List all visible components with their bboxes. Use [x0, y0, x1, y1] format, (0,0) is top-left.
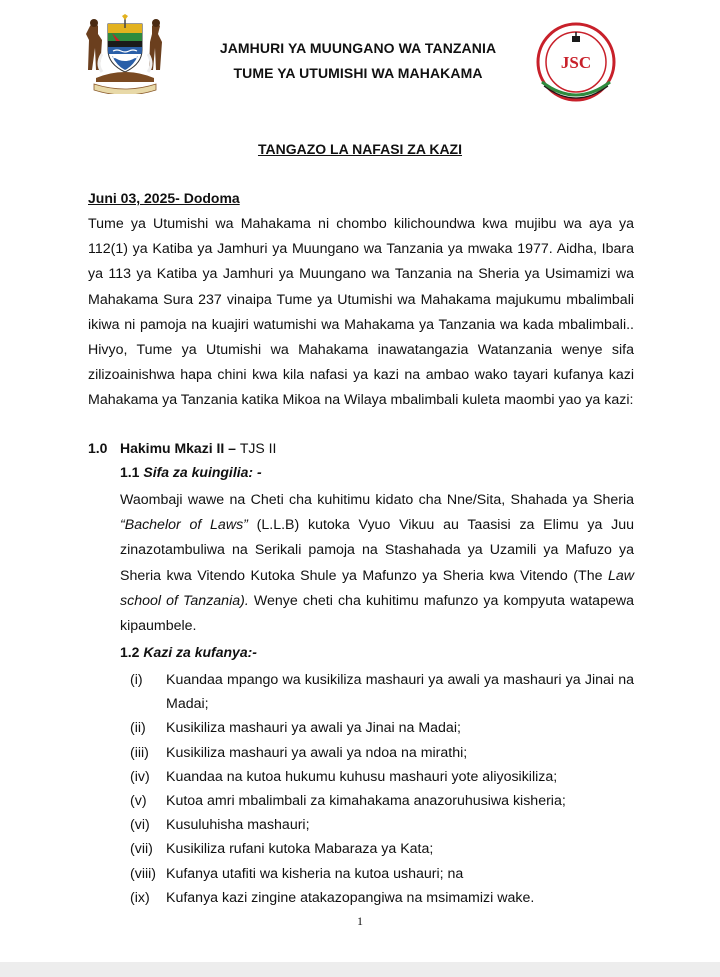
qualifications-number: 1.1 — [120, 464, 140, 480]
list-item — [120, 765, 634, 789]
viewer-bottom-bar — [0, 962, 720, 977]
duty-text: Kusikiliza mashauri ya awali ya ndoa na mirathi; — [166, 744, 468, 761]
list-item — [120, 862, 634, 886]
roman-numeral: (v) — [130, 793, 147, 810]
duty-text: Kutoa amri mbalimbali za kimahakama anazoruhusiwa kisheria; — [166, 793, 566, 810]
list-item — [120, 886, 634, 910]
qual-text-c: (L.L.B) kutoka Vyuo Vikuu au Taasisi za Elimu ya Juu zinazotambuliwa na Serikali pamoja na Stashahada ya Uzamili ya Mafuzo ya Sheria kwa Vitendo Kutoka Shule ya Mafunzo ya Sheria kwa Vitendo (The — [120, 517, 635, 584]
list-item — [120, 716, 634, 740]
list-item — [120, 668, 634, 716]
duties-heading — [120, 644, 257, 660]
roman-numeral: (ii) — [130, 720, 146, 737]
duty-text: Kufanya utafiti wa kisheria na kutoa ushauri; na — [166, 865, 464, 882]
date-place: Juni 03, 2025- Dodoma — [88, 190, 240, 206]
section-number: 1.0 — [88, 440, 108, 456]
qualifications-label: Sifa za kuingilia: - — [143, 464, 262, 480]
qualifications-heading — [120, 464, 262, 480]
section-heading — [88, 440, 276, 456]
roman-numeral: (vi) — [130, 817, 150, 834]
duty-text: Kusikiliza rufani kutoka Mabaraza ya Kata; — [166, 841, 434, 858]
country-title: JAMHURI YA MUUNGANO WA TANZANIA — [219, 40, 497, 56]
qual-text-e: Wenye cheti cha kuhitimu mafunzo ya kompyuta watapewa kipaumbele. — [120, 592, 634, 635]
section-title: Hakimu Mkazi II – — [120, 440, 236, 456]
qual-text-a: Waombaji wawe na Cheti cha kuhitimu kidato cha Nne/Sita, Shahada ya Sheria — [120, 492, 634, 508]
commission-title: TUME YA UTUMISHI WA MAHAKAMA — [233, 65, 483, 81]
qual-text-d: Law school of Tanzania). — [120, 567, 634, 609]
jsc-logo-seal — [536, 20, 616, 104]
duties-number: 1.2 — [120, 644, 140, 660]
jsc-logo-text: JSC — [560, 53, 592, 72]
qualifications-paragraph — [120, 488, 634, 639]
roman-numeral: (iv) — [130, 768, 150, 785]
notice-title: TANGAZO LA NAFASI ZA KAZI — [257, 141, 463, 157]
duties-list — [120, 668, 634, 910]
duty-text: Kufanya kazi zingine atakazopangiwa na msimamizi wake. — [166, 889, 535, 906]
section-grade: TJS II — [239, 440, 277, 456]
intro-paragraph: Tume ya Utumishi wa Mahakama ni chombo kilichoundwa kwa mujibu wa aya ya 112(1) ya Katiba ya Jamhuri ya Muungano wa Tanzania ya mwaka 1977. Aidha, Ibara ya 113 ya Katiba ya Jamhuri ya Muungano wa Tanzania na Sheria ya Usimamizi wa Mahakama Sura 237 vinaipa Tume ya Utumishi wa Mahakama majukumu mbalimbali ikiwa ni pamoja na kuajiri watumishi wa Mahakama ya Tanzania wa kada mbalimbali.. Hivyo, Tume ya Utumishi wa Mahakama inawatangazia Watanzania wenye sifa zilizoainishwa hapa chini kwa kila nafasi ya kazi na ambao wako tayari kufanya kazi Mahakama ya Tanzania katika Mikoa na Wilaya mbalimbali kuleta maombi yao ya kazi: — [88, 216, 634, 409]
duty-text: Kuandaa mpango wa kusikiliza mashauri ya awali ya mashauri ya Jinai na Madai; — [166, 672, 634, 713]
roman-numeral: (i) — [130, 672, 143, 688]
duty-text: Kuandaa na kutoa hukumu kuhusu mashauri yote aliyosikiliza; — [166, 768, 558, 785]
roman-numeral: (iii) — [130, 744, 149, 761]
page-number: 1 — [357, 914, 363, 928]
list-item — [120, 789, 634, 813]
duties-label: Kazi za kufanya:- — [143, 644, 257, 660]
list-item — [120, 813, 634, 837]
roman-numeral: (viii) — [130, 865, 156, 882]
duty-text: Kusikiliza mashauri ya awali ya Jinai na Madai; — [166, 720, 461, 737]
roman-numeral: (vii) — [130, 841, 153, 858]
list-item — [120, 837, 634, 861]
list-item — [120, 741, 634, 765]
roman-numeral: (ix) — [130, 889, 150, 906]
qual-text-b: “Bachelor of Laws” — [120, 517, 248, 534]
duty-text: Kusuluhisha mashauri; — [166, 817, 310, 834]
